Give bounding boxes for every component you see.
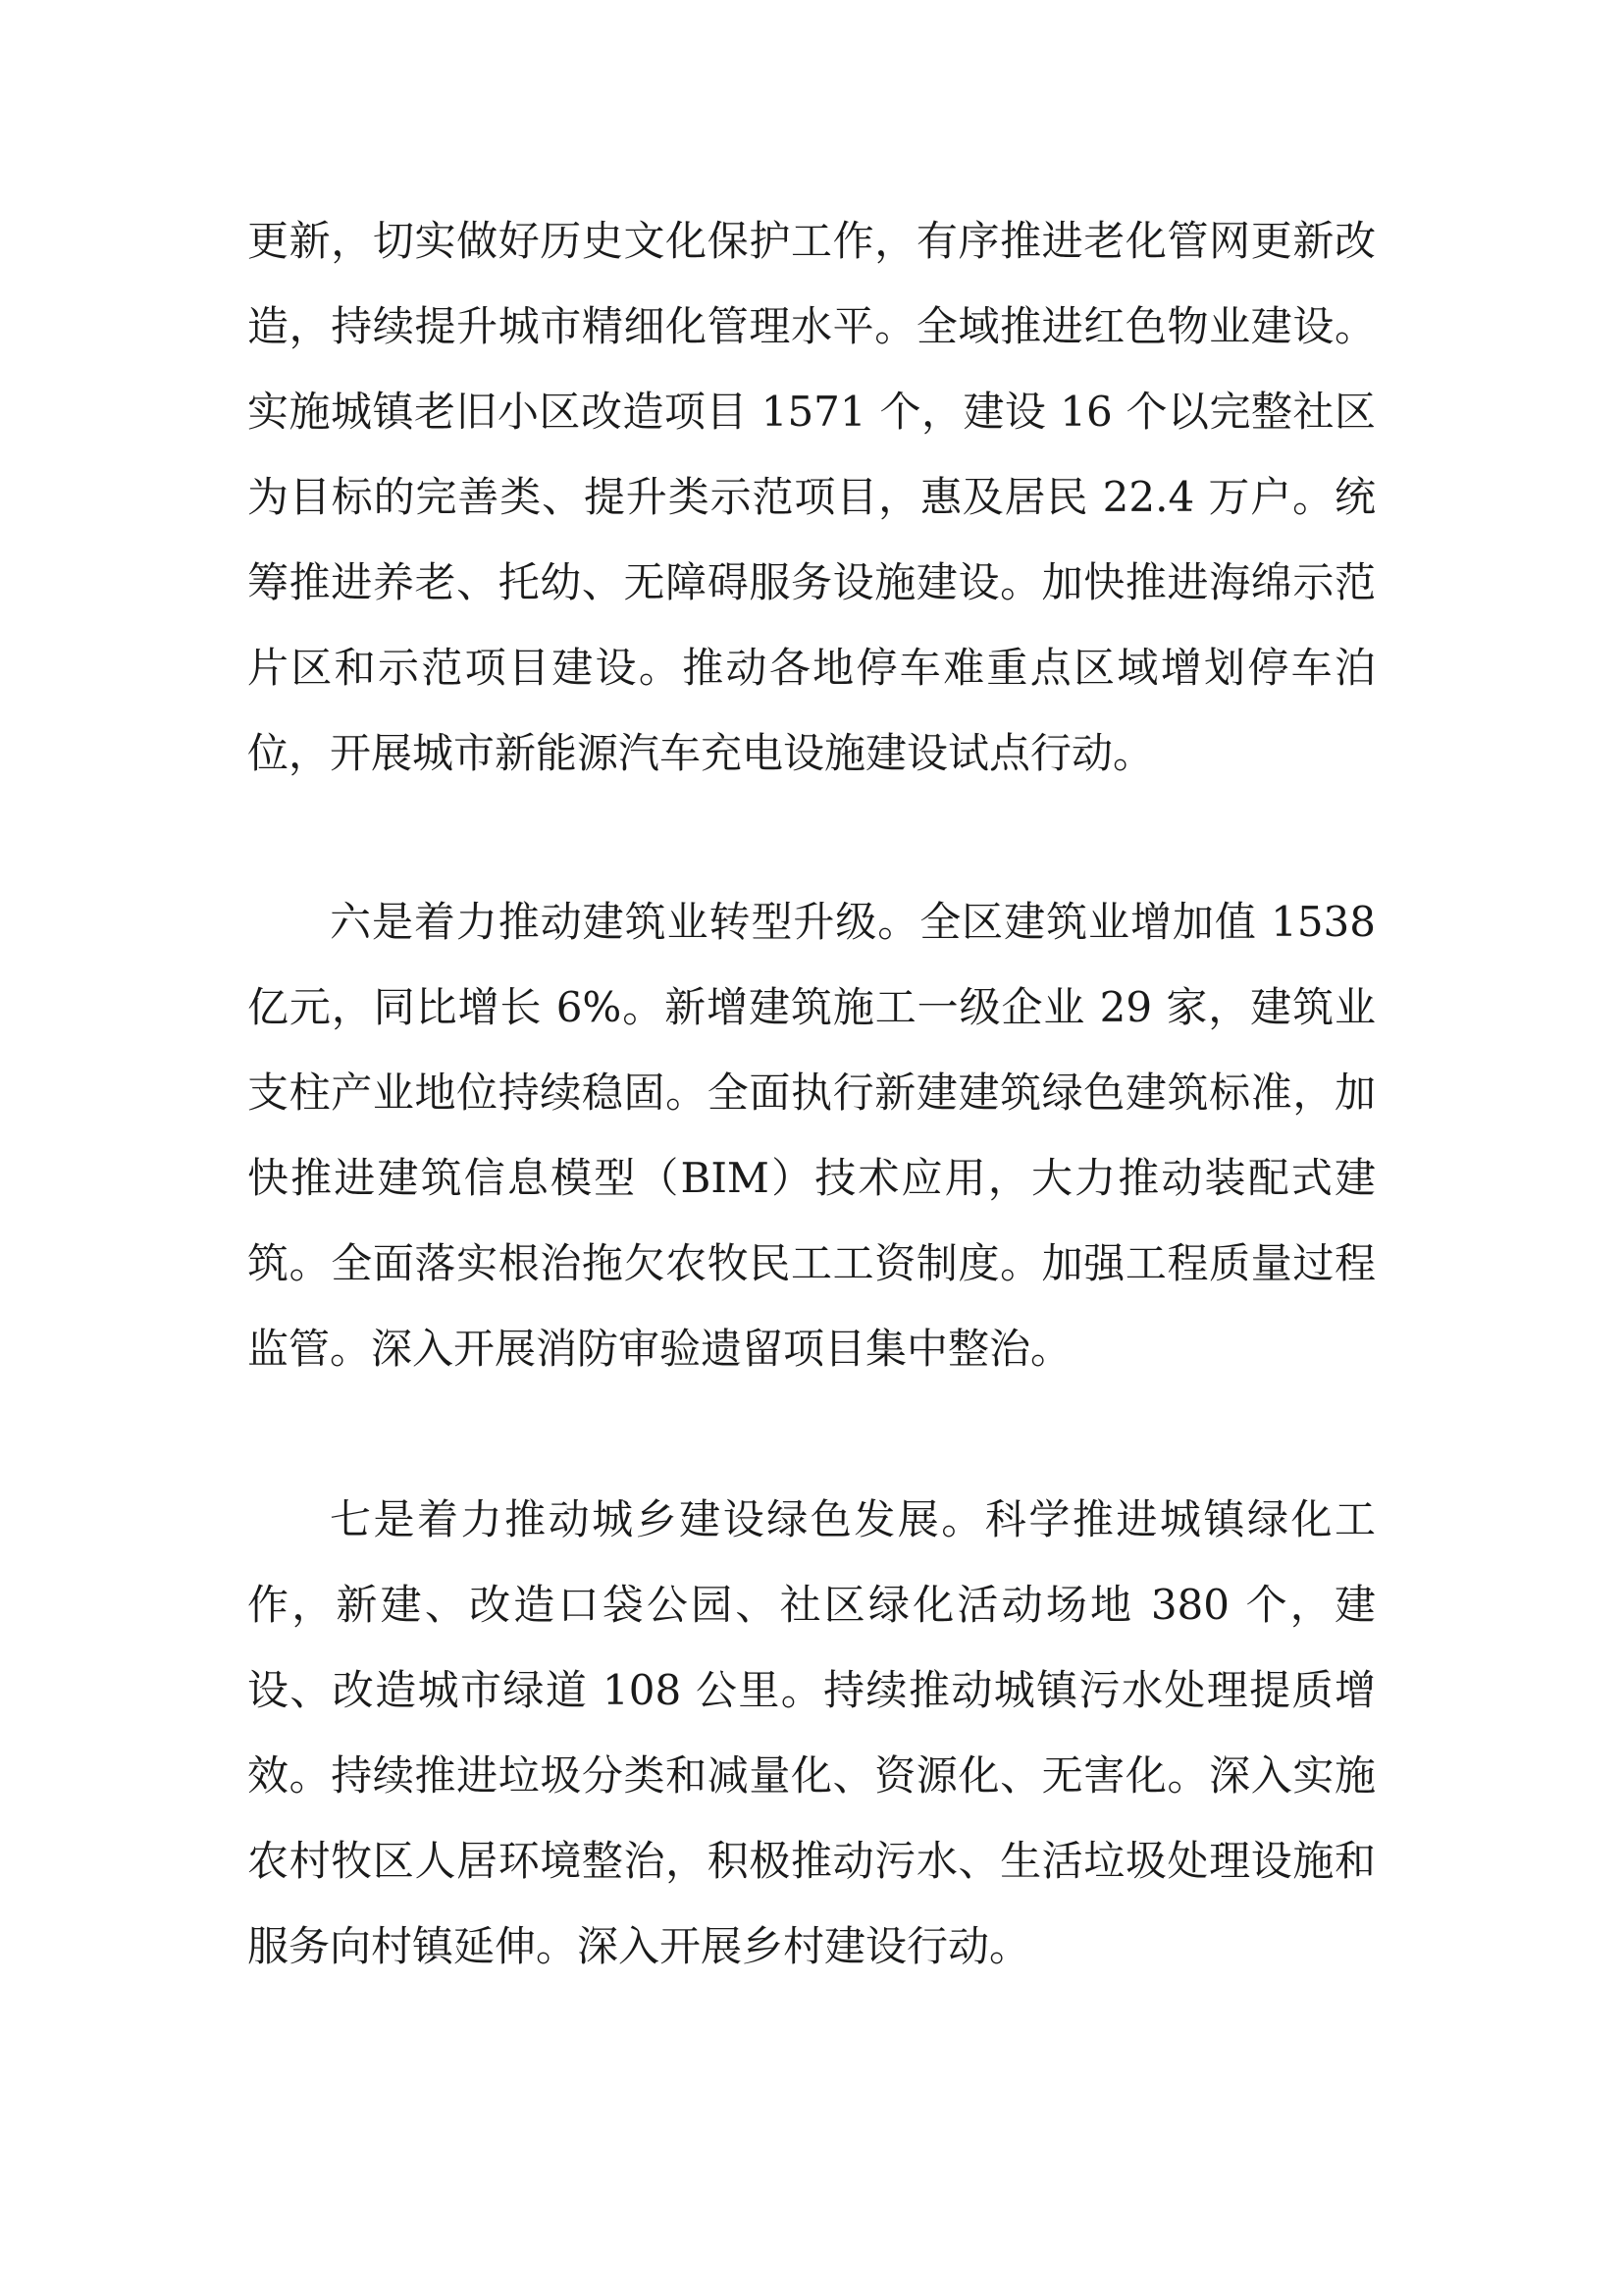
paragraph-urban-renewal-continued: 更新，切实做好历史文化保护工作，有序推进老化管网更新改造，持续提升城市精细化管理水平。全域推进红色物业建设。实施城镇老旧小区改造项目 1571 个，建设 16 个以完整社区为目标的完善类、提升类示范项目，惠及居民 22.4 万户。统筹推进养老、托幼、无障碍服务设施建设。加快推进海绵示范片区和示范项目建设。推动各地停车难重点区域增划停车泊位，开展城市新能源汽车充电设施建设试点行动。 <box>247 217 1376 777</box>
paragraph-green-development: 七是着力推动城乡建设绿色发展。科学推进城镇绿化工作，新建、改造口袋公园、社区绿化活动场地 380 个，建设、改造城市绿道 108 公里。持续推动城镇污水处理提质增效。持续推进垃圾分类和减量化、资源化、无害化。深入实施农村牧区人居环境整治，积极推动污水、生活垃圾处理设施和服务向村镇延伸。深入开展乡村建设行动。 <box>247 1495 1376 1970</box>
paragraph-construction-industry: 六是着力推动建筑业转型升级。全区建筑业增加值 1538 亿元，同比增长 6%。新增建筑施工一级企业 29 家，建筑业支柱产业地位持续稳固。全面执行新建建筑绿色建筑标准，加快推进建筑信息模型（BIM）技术应用，大力推动装配式建筑。全面落实根治拖欠农牧民工工资制度。加强工程质量过程监管。深入开展消防审验遗留项目集中整治。 <box>247 898 1376 1373</box>
